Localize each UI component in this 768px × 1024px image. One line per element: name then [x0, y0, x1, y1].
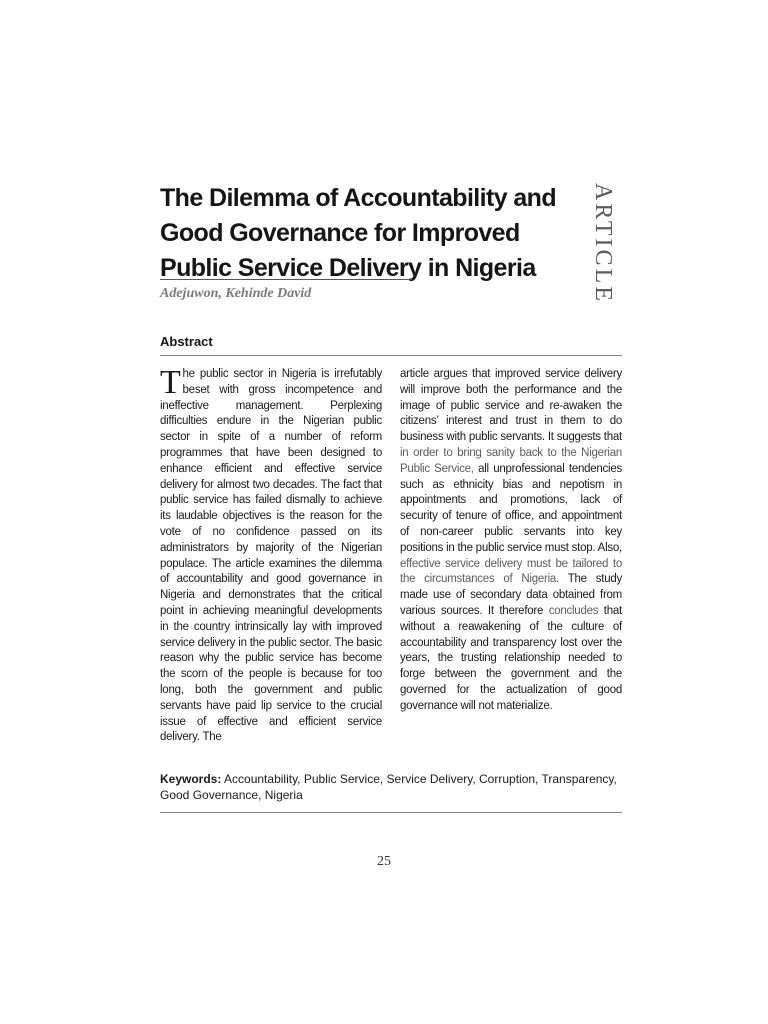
section-label: ARTICLE: [590, 183, 616, 304]
abstract-right-text-4: effective service delivery must be tailored to the circumstances of Nigeria.: [400, 557, 622, 586]
abstract-right-text-5: The study made use of secondary data obtained from various sources. It therefore: [400, 573, 622, 617]
page-number: 25: [377, 854, 391, 869]
abstract-right-text-2: in order to bring sanity back to the Nigerian Public Service,: [400, 446, 622, 475]
author-name: Adejuwon, Kehinde David: [160, 286, 312, 301]
keywords-label: Keywords:: [160, 772, 222, 786]
abstract-right-text-3: all unprofessional tendencies such as ethnicity bias and nepotism in appointments and promotions, lack of security of tenure of office, and appointment of non-career public servants into key positions in the public service must stop. Also,: [400, 462, 622, 554]
abstract-left-text: he public sector in Nigeria is irrefutably beset with gross incompetence and ineffective management. Perplexing difficulties endure in the Nigerian public sector in spite of a number of reform programmes that have been designed to enhance efficient and effective service delivery for almost two decades. The fact that public service has failed dismally to achieve its laudable objectives is the reason for the vote of no confidence passed on its administrators by majority of the Nigerian populace. The article examines the dilemma of accountability and good governance in Nigeria and demonstrates that the critical point in achieving meaningful developments in the country intrinsically lay with improved service delivery in the public sector. The basic reason why the public service has become the scorn of the people is because for too long, both the government and public servants have paid lip service to the crucial issue of effective and efficient service delivery. The: [160, 368, 382, 744]
abstract-right-text-7: that without a reawakening of the culture of accountability and transparency lost over the years, the trusting relationship needed to forge between the government and the governed for the actualization of good governance will not materialize.: [400, 604, 622, 712]
keywords-text: Accountability, Public Service, Service Delivery, Corruption, Transparency, Good Governance, Nigeria: [160, 772, 617, 802]
drop-cap: T: [160, 364, 181, 401]
keywords-line: [160, 771, 622, 803]
keywords-bottom-divider: [160, 812, 622, 813]
title-underline: [160, 279, 412, 280]
abstract-right-text-6: concludes: [548, 604, 599, 617]
abstract-right-column: [400, 367, 622, 715]
abstract-left-column: [160, 364, 382, 746]
abstract-heading: Abstract: [160, 334, 213, 349]
article-title: The Dilemma of Accountability and Good Governance for Improved Public Service Delivery in Nigeria: [160, 184, 556, 282]
abstract-top-divider: [160, 355, 622, 356]
abstract-right-text-1: article argues that improved service delivery will improve both the performance and the image of public service and re-awaken the citizens’ interest and trust in them to do business with public servants. It suggests that: [400, 368, 622, 444]
